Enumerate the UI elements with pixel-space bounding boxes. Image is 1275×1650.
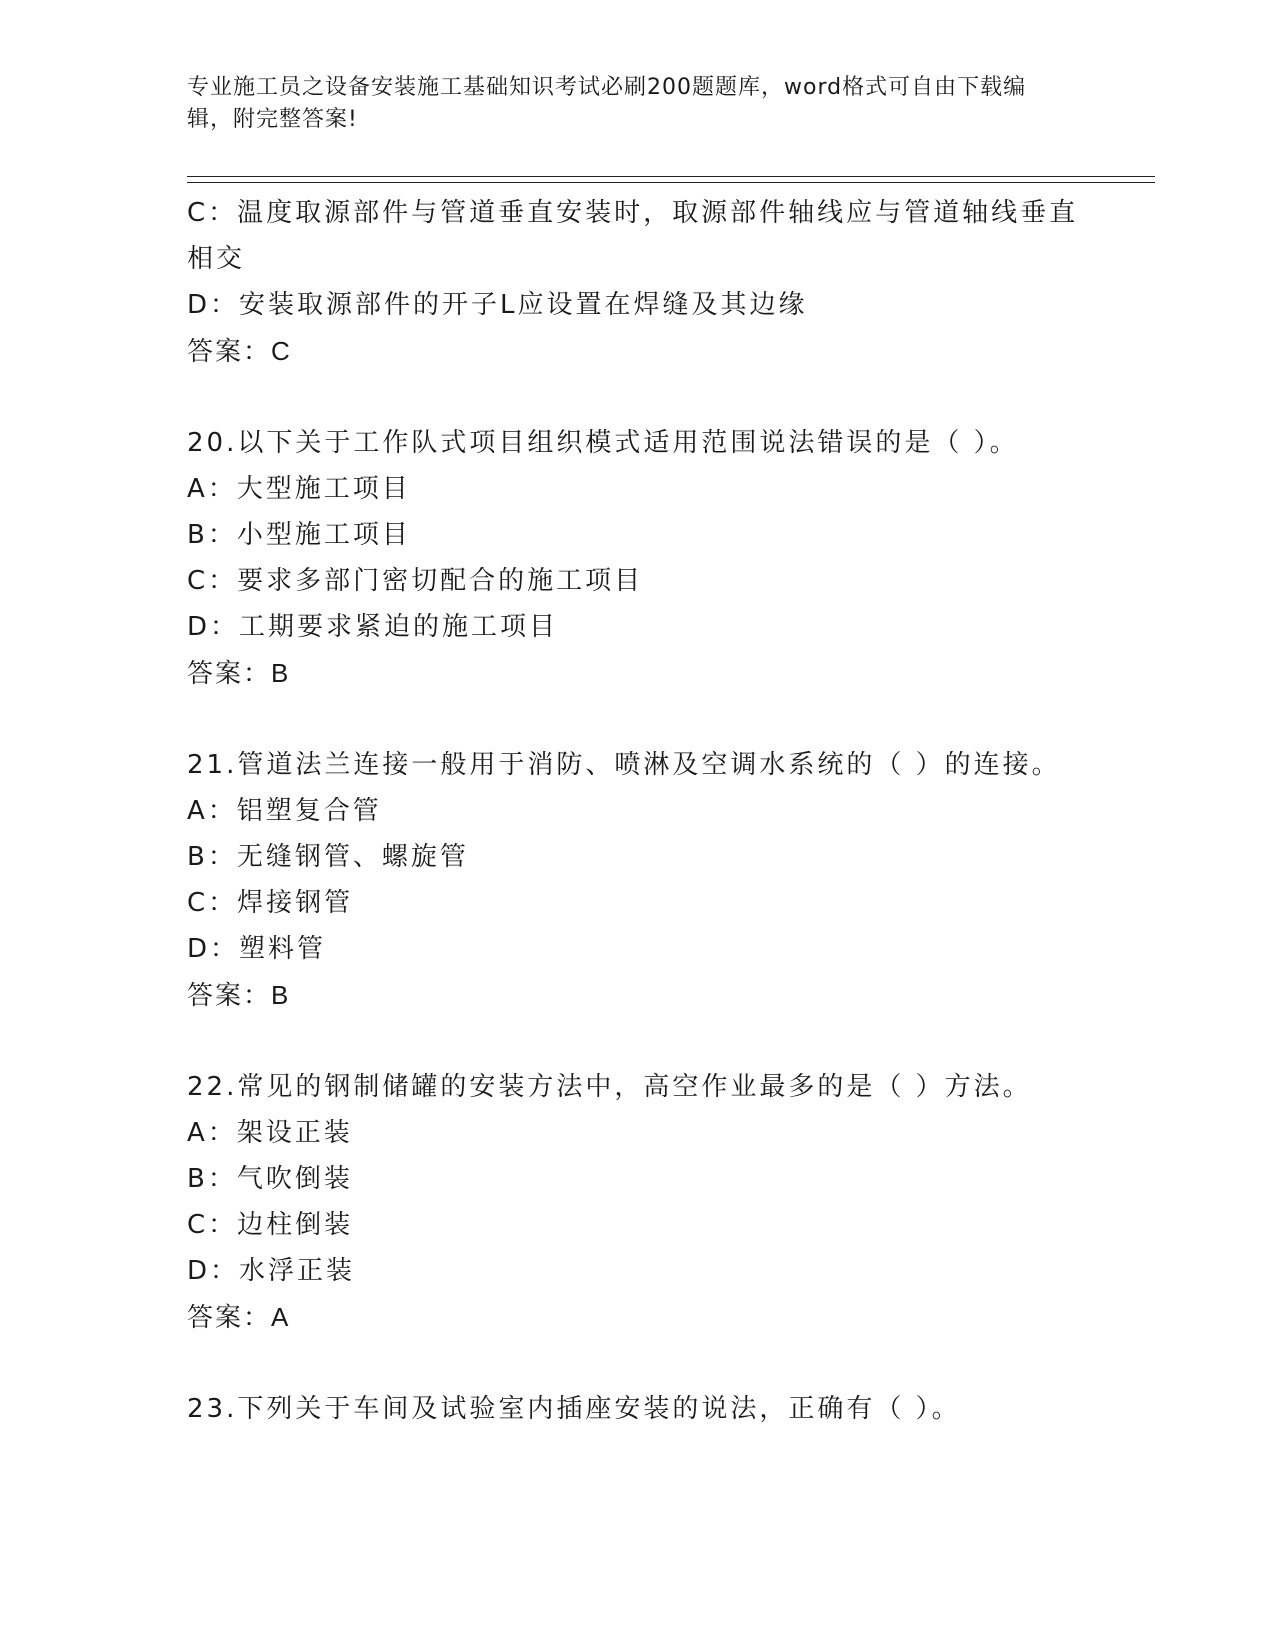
spacer (187, 374, 1087, 420)
answer: 答案：B (187, 658, 291, 688)
spacer (187, 1018, 1087, 1064)
question-stem: 23.下列关于车间及试验室内插座安装的说法，正确有（ ）。 (187, 1394, 961, 1424)
option-c: C：焊接钢管 (187, 888, 354, 918)
option-a: A：大型施工项目 (187, 474, 411, 504)
question-20 (187, 420, 1087, 696)
question-stem: 21.管道法兰连接一般用于消防、喷淋及空调水系统的（ ）的连接。 (187, 750, 1061, 780)
header-divider-top (187, 176, 1155, 177)
option-d: D：工期要求紧迫的施工项目 (187, 612, 559, 642)
question-19-continued (187, 190, 1087, 374)
question-23 (187, 1386, 1087, 1432)
header-divider-bottom (187, 182, 1155, 183)
question-stem: 22.常见的钢制储罐的安装方法中，高空作业最多的是（ ）方法。 (187, 1072, 1032, 1102)
option-c: C：边柱倒装 (187, 1210, 354, 1240)
option-b: B：小型施工项目 (187, 520, 411, 550)
option-b: B：气吹倒装 (187, 1164, 353, 1194)
option-b: B：无缝钢管、螺旋管 (187, 842, 469, 872)
document-header: 专业施工员之设备安装施工基础知识考试必刷200题题库，word格式可自由下载编辑，附完整答案! (187, 75, 1027, 132)
option-c: C：要求多部门密切配合的施工项目 (187, 566, 644, 596)
question-21 (187, 742, 1087, 1018)
spacer (187, 696, 1087, 742)
option-a: A：铝塑复合管 (187, 796, 382, 826)
question-content (187, 190, 1087, 1432)
option-d: D：水浮正装 (187, 1256, 356, 1286)
question-stem: 20.以下关于工作队式项目组织模式适用范围说法错误的是（ ）。 (187, 428, 1019, 458)
option-c: C：温度取源部件与管道垂直安装时，取源部件轴线应与管道轴线垂直相交 (187, 198, 1079, 274)
option-d: D：塑料管 (187, 934, 327, 964)
question-22 (187, 1064, 1087, 1340)
answer: 答案：B (187, 980, 291, 1010)
option-a: A：架设正装 (187, 1118, 353, 1148)
answer: 答案：A (187, 1302, 291, 1332)
answer: 答案：C (187, 336, 292, 366)
option-d: D：安装取源部件的开子L应设置在焊缝及其边缘 (187, 290, 808, 320)
spacer (187, 1340, 1087, 1386)
